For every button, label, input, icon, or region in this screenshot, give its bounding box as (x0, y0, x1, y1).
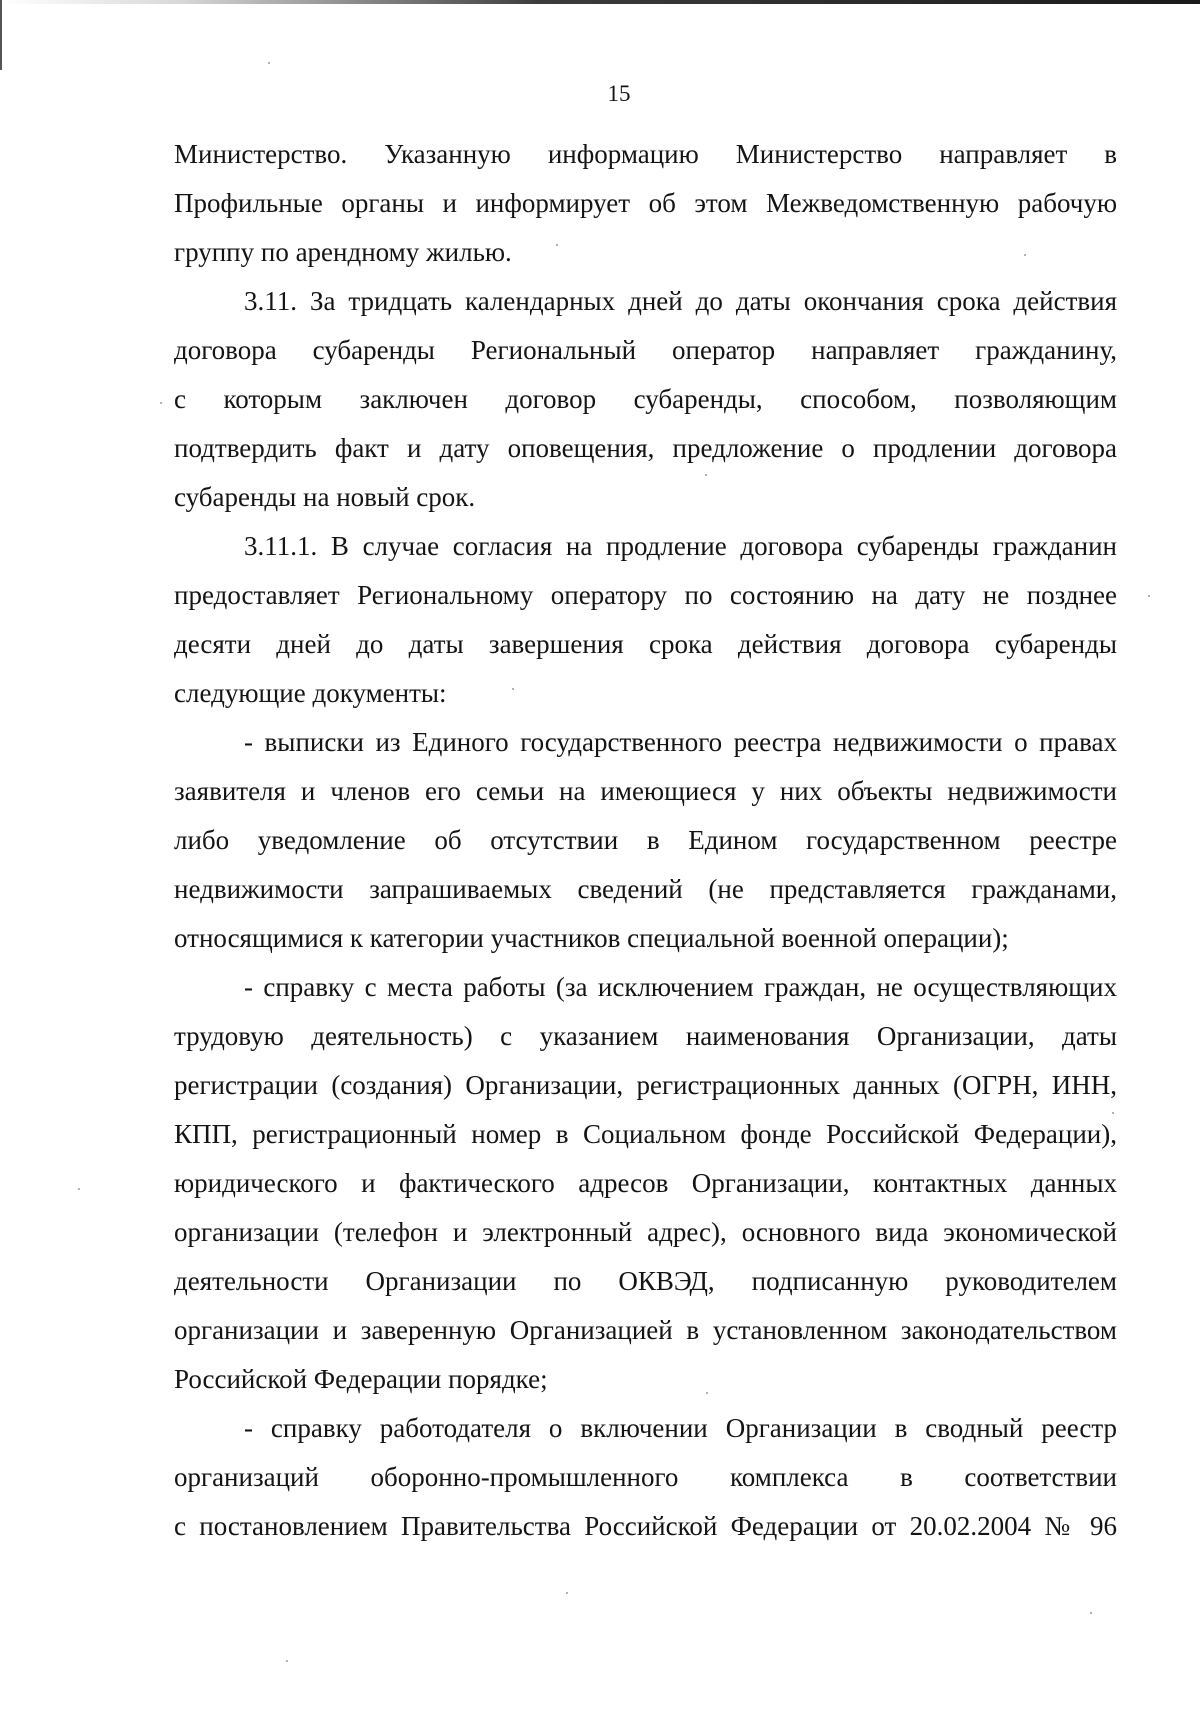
text-line: либо уведомление об отсутствии в Едином государственном реестре (174, 825, 1117, 855)
text-line: Министерство. Указанную информацию Министерство направляет в (174, 139, 1117, 169)
scan-top-edge (0, 0, 1200, 4)
scan-speck (160, 402, 162, 404)
scan-speck (1148, 595, 1150, 597)
paragraph (174, 522, 1117, 718)
text-line: - выписки из Единого государственного реестра недвижимости о правах (244, 727, 1117, 757)
text-line: десяти дней до даты завершения срока действия договора субаренды (174, 629, 1117, 659)
scan-speck (512, 688, 514, 690)
text-line: недвижимости запрашиваемых сведений (не представляется гражданами, (174, 874, 1117, 904)
text-line: организации (телефон и электронный адрес), основного вида экономической (174, 1217, 1117, 1247)
paragraph (174, 963, 1117, 1404)
text-line: регистрации (создания) Организации, регистрационных данных (ОГРН, ИНН, (174, 1070, 1117, 1100)
text-line: Российской Федерации порядке; (174, 1364, 548, 1394)
text-line: предоставляет Региональному оператору по состоянию на дату не позднее (174, 580, 1117, 610)
scan-left-edge (0, 0, 2, 70)
paragraph (174, 718, 1117, 963)
scan-speck (268, 62, 270, 64)
text-line: трудовую деятельность) с указанием наименования Организации, даты (174, 1021, 1117, 1051)
paragraph (174, 130, 1117, 277)
text-line: - справку с места работы (за исключением граждан, не осуществляющих (244, 972, 1117, 1002)
paragraph (174, 277, 1117, 522)
scan-speck (1112, 1112, 1114, 1114)
text-line: относящимися к категории участников специальной военной операции); (174, 923, 1009, 953)
text-line: организации и заверенную Организацией в установленном законодательством (174, 1315, 1117, 1345)
page-number: 15 (607, 81, 631, 106)
text-line: - справку работодателя о включении Организации в сводный реестр (244, 1413, 1117, 1443)
scan-speck (1090, 1612, 1092, 1614)
text-line: организаций оборонно-промышленного комплекса в соответствии (174, 1462, 1117, 1492)
text-line: деятельности Организации по ОКВЭД, подписанную руководителем (174, 1266, 1117, 1296)
paragraph (174, 1404, 1117, 1551)
text-line: договора субаренды Региональный оператор направляет гражданину, (174, 335, 1117, 365)
scan-speck (566, 1592, 568, 1594)
text-line: группу по арендному жилью. (174, 237, 512, 267)
scan-speck (286, 1660, 288, 1662)
document-body (174, 130, 1117, 1551)
text-line: с постановлением Правительства Российской Федерации от 20.02.2004 № 96 (174, 1511, 1117, 1541)
scan-speck (78, 1188, 80, 1190)
text-line: с которым заключен договор субаренды, способом, позволяющим (174, 384, 1117, 414)
text-line: 3.11.1. В случае согласия на продление договора субаренды гражданин (244, 531, 1117, 561)
text-line: 3.11. За тридцать календарных дней до даты окончания срока действия (244, 286, 1117, 316)
text-line: следующие документы: (174, 678, 447, 708)
scan-speck (706, 1392, 708, 1394)
text-line: заявителя и членов его семьи на имеющиеся у них объекты недвижимости (174, 776, 1117, 806)
text-line: субаренды на новый срок. (174, 482, 476, 512)
scan-speck (1024, 254, 1026, 256)
text-line: Профильные органы и информирует об этом Межведомственную рабочую (174, 188, 1117, 218)
text-line: подтвердить факт и дату оповещения, предложение о продлении договора (174, 433, 1117, 463)
scan-speck (556, 244, 558, 246)
text-line: КПП, регистрационный номер в Социальном фонде Российской Федерации), (174, 1119, 1117, 1149)
scan-speck (705, 474, 707, 476)
text-line: юридического и фактического адресов Организации, контактных данных (174, 1168, 1117, 1198)
